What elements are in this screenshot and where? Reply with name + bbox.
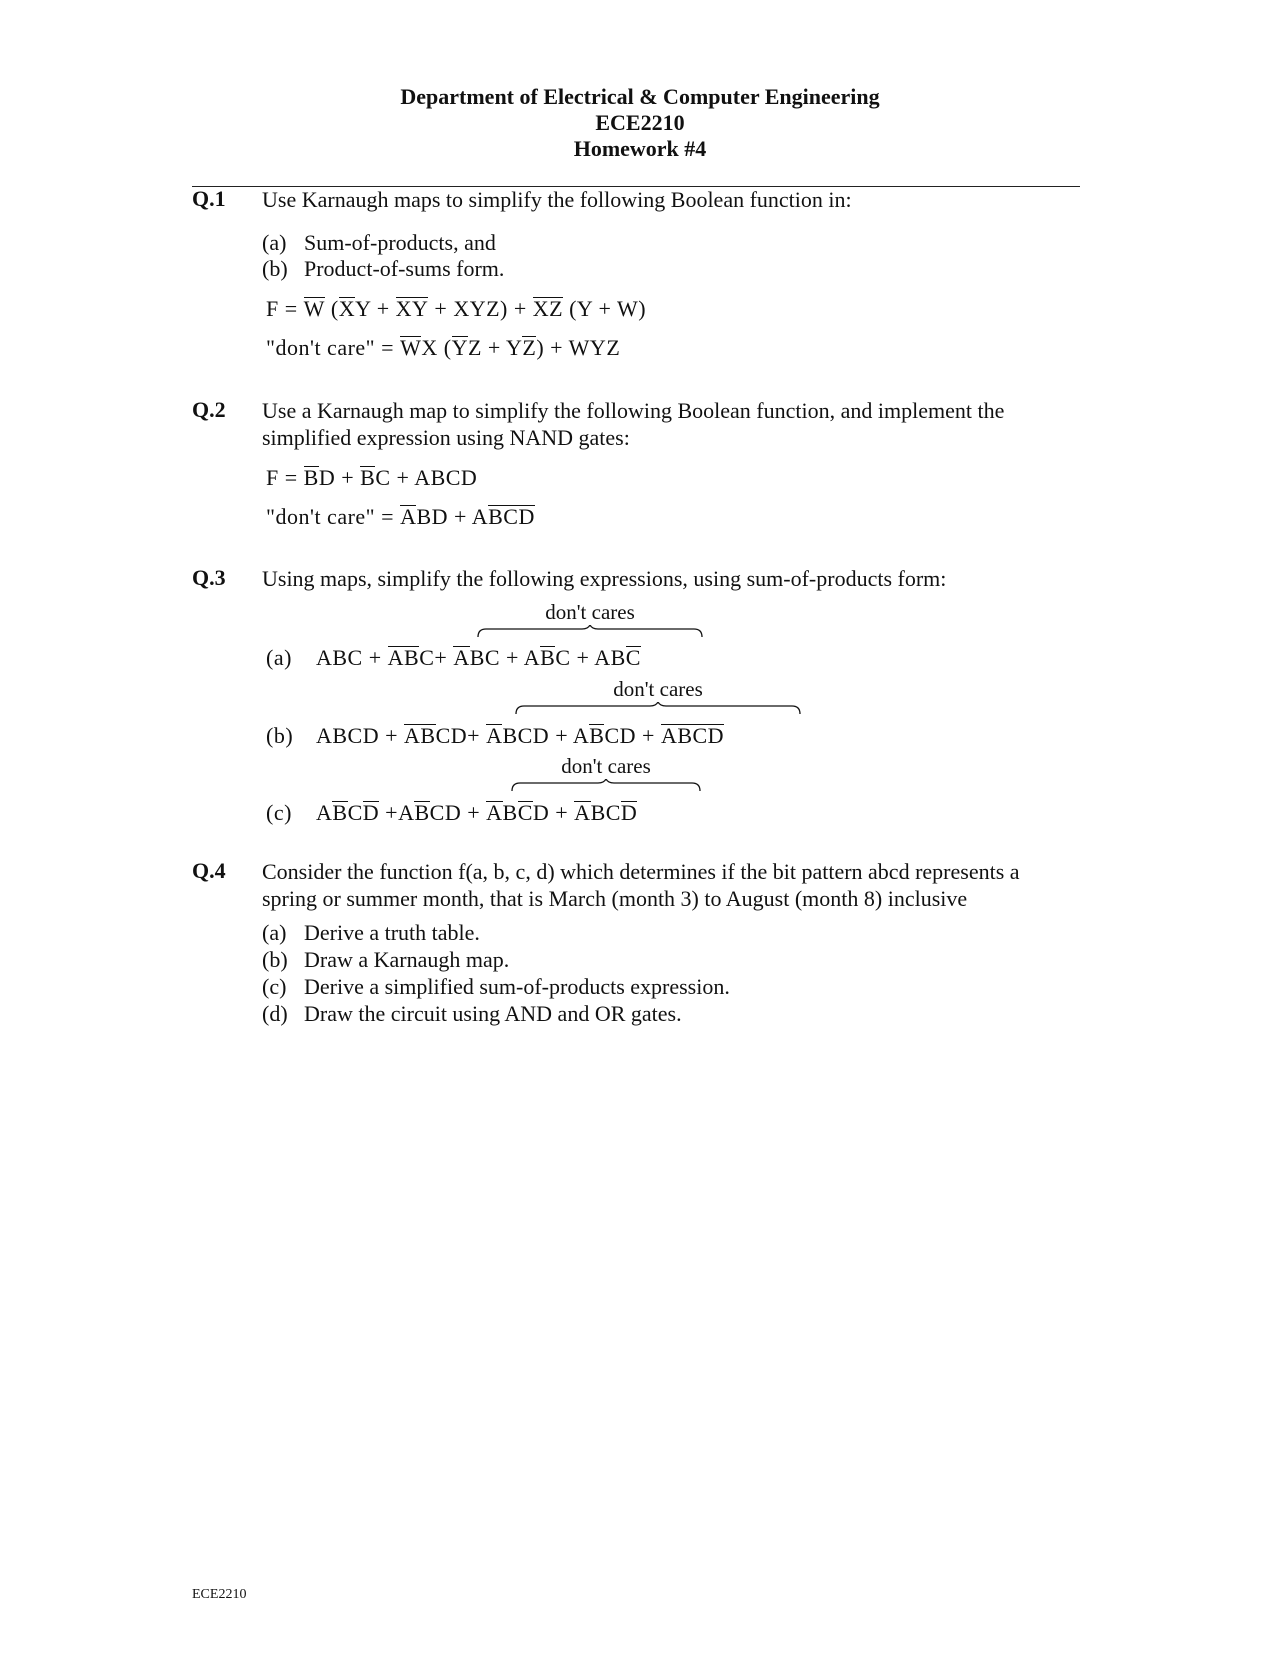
q1-label: Q.1	[192, 186, 226, 211]
q3b-dont-cares-brace	[514, 677, 802, 716]
q3c-expression: (c) ABCD +ABCD + ABCD + ABCD	[266, 800, 638, 825]
complemented-term: B	[414, 800, 430, 825]
complemented-term: X	[532, 296, 550, 321]
complemented-term: A	[453, 645, 470, 670]
dont-cares-label: don't cares	[613, 677, 703, 701]
complemented-term: B	[360, 465, 376, 490]
complemented-term: AB	[404, 723, 436, 748]
q2-function-eq	[266, 465, 477, 491]
q4-item-d: (d) Draw the circuit using AND and OR gates.	[262, 1001, 682, 1026]
complemented-term: A	[400, 504, 417, 529]
expression-term: BC + A	[469, 645, 541, 670]
expression-term: BCD + A	[502, 723, 590, 748]
expression-term: "don't care" =	[266, 335, 401, 360]
brace-icon	[476, 625, 704, 639]
complemented-term: Z	[522, 335, 537, 360]
expression-term: CD +	[429, 800, 487, 825]
complemented-term: D	[362, 800, 380, 825]
expression-term: C + AB	[555, 645, 626, 670]
q4-item-a: (a) Derive a truth table.	[262, 920, 480, 945]
expression-term: (Y + W)	[563, 296, 647, 321]
expression-term: C+	[419, 645, 454, 670]
complemented-term: W	[303, 296, 325, 321]
expression-term: Y +	[355, 296, 396, 321]
q1-item-a: (a) Sum-of-products, and	[262, 230, 496, 255]
q4-item-b: (b) Draw a Karnaugh map.	[262, 947, 510, 972]
complemented-term: Y	[451, 335, 468, 360]
complemented-term: ABCD	[660, 723, 725, 748]
complemented-term: C	[517, 800, 533, 825]
expression-term: BD + A	[416, 504, 489, 529]
q3-text: Using maps, simplify the following expressions, using sum-of-products form:	[262, 566, 947, 591]
expression-term: X (	[421, 335, 452, 360]
complemented-term: B	[332, 800, 348, 825]
q2-text-line2: simplified expression using NAND gates:	[262, 425, 630, 450]
complemented-term: Y	[412, 296, 429, 321]
expression-term: CD+	[435, 723, 487, 748]
complemented-term: B	[589, 723, 605, 748]
expression-term: CD +	[604, 723, 661, 748]
complemented-term: X	[338, 296, 356, 321]
homework-title: Homework #4	[573, 136, 707, 161]
complemented-term: X	[395, 296, 413, 321]
expression-term: A	[316, 800, 333, 825]
expression-term: B	[502, 800, 518, 825]
expression-term: + XYZ) +	[428, 296, 533, 321]
q2-label: Q.2	[192, 397, 226, 422]
complemented-term: B	[303, 465, 319, 490]
dont-cares-label: don't cares	[545, 600, 635, 624]
q3c-dont-cares-brace	[510, 754, 702, 793]
brace-icon	[514, 702, 802, 716]
expression-term: C + ABCD	[375, 465, 478, 490]
complemented-term: B	[540, 645, 556, 670]
expression-term: F =	[266, 296, 304, 321]
q3b-expression: (b) ABCD + ABCD+ ABCD + ABCD + ABCD	[266, 723, 725, 748]
q3a-dont-cares-brace	[476, 600, 704, 639]
q1-dont-care-eq	[266, 335, 620, 361]
footer-course-code: ECE2210	[192, 1587, 247, 1602]
complemented-term: AB	[387, 645, 420, 670]
q1-function-eq	[266, 296, 646, 322]
expression-term: "don't care" =	[266, 504, 401, 529]
complemented-term: D	[620, 800, 638, 825]
complemented-term: A	[574, 800, 591, 825]
complemented-term: Z	[549, 296, 564, 321]
department-title: Department of Electrical & Computer Engineering	[400, 84, 880, 109]
expression-term: F =	[266, 465, 304, 490]
q4-label: Q.4	[192, 858, 226, 883]
q1-text: Use Karnaugh maps to simplify the following Boolean function in:	[262, 187, 852, 212]
expression-term: +A	[379, 800, 415, 825]
complemented-term: W	[400, 335, 422, 360]
dont-cares-label: don't cares	[561, 754, 651, 778]
expression-term: C	[347, 800, 363, 825]
expression-term: D +	[532, 800, 575, 825]
q4-item-c: (c) Derive a simplified sum-of-products expression.	[262, 974, 730, 999]
complemented-term: BCD	[488, 504, 535, 529]
q4-text-line2: spring or summer month, that is March (month 3) to August (month 8) inclusive	[262, 886, 968, 911]
expression-term: ABCD +	[316, 723, 405, 748]
q4-text-line1: Consider the function f(a, b, c, d) which determines if the bit pattern abcd represents a	[262, 859, 1020, 884]
course-code: ECE2210	[595, 110, 685, 135]
expression-term: (	[324, 296, 339, 321]
expression-term: ) + WYZ	[536, 335, 621, 360]
q3a-expression: (a) ABC + ABC+ ABC + ABC + ABC	[266, 645, 641, 670]
q1-item-b: (b) Product-of-sums form.	[262, 256, 505, 281]
expression-term: ABC +	[316, 645, 388, 670]
complemented-term: A	[486, 723, 503, 748]
brace-icon	[510, 779, 702, 793]
complemented-term: A	[486, 800, 503, 825]
q2-dont-care-eq	[266, 504, 535, 530]
expression-term: D +	[318, 465, 361, 490]
expression-term: BC	[590, 800, 621, 825]
q2-text-line1: Use a Karnaugh map to simplify the following Boolean function, and implement the	[262, 398, 1005, 423]
expression-term: Z + Y	[467, 335, 523, 360]
complemented-term: C	[625, 645, 641, 670]
q3-label: Q.3	[192, 565, 226, 590]
